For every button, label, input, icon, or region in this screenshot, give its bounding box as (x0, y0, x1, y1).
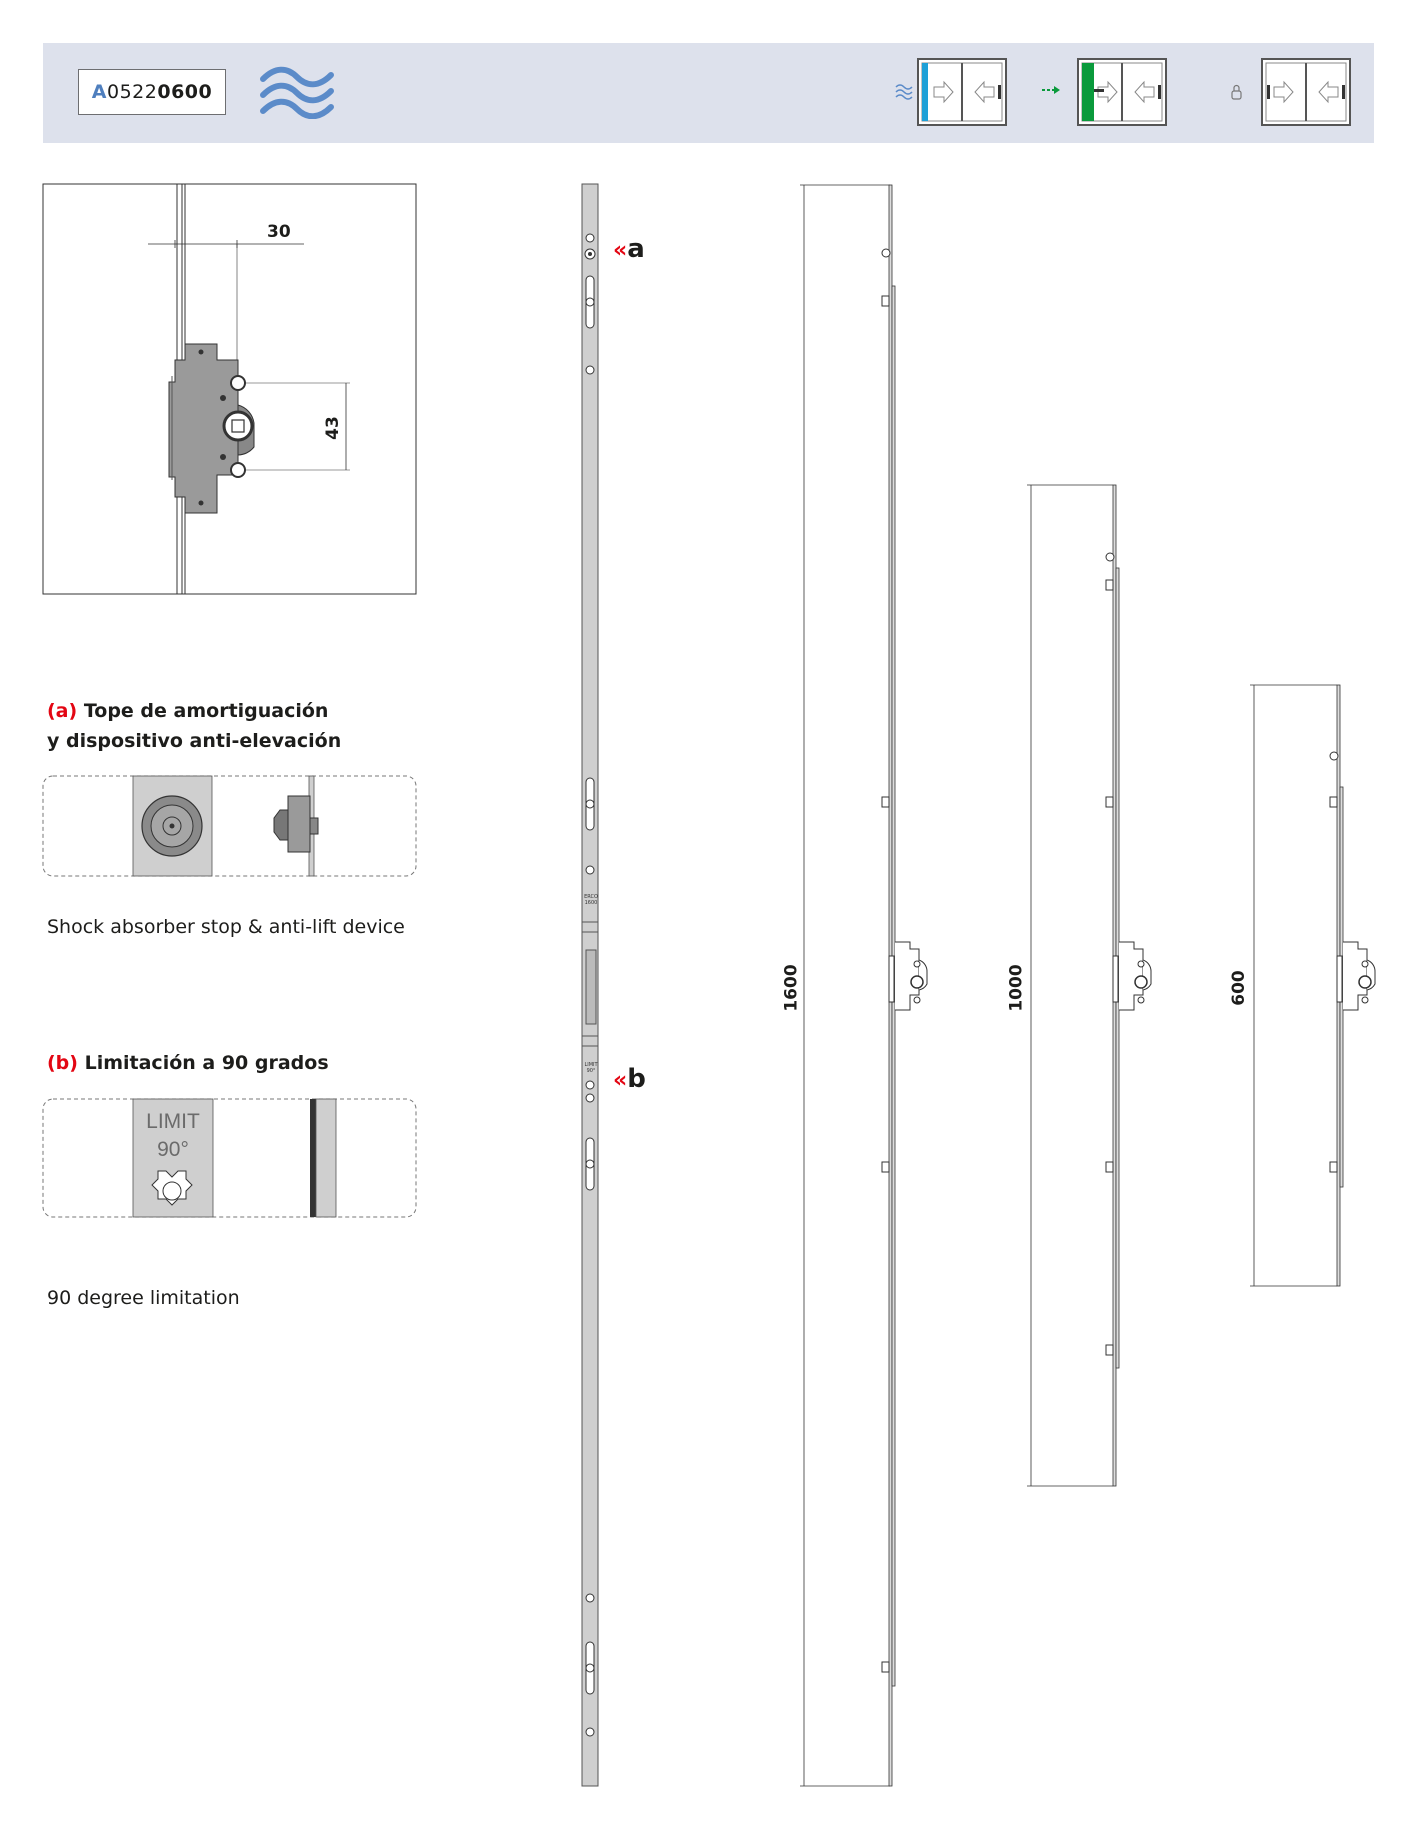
marker-b (613, 1064, 646, 1094)
length-label-1600: 1600 (781, 964, 802, 1012)
feature-b-title-text: Limitación a 90 grados (84, 1052, 329, 1074)
feature-a-tag: (a) (47, 700, 78, 722)
code-mid: 0522 (106, 81, 158, 103)
feature-a-title (47, 696, 341, 756)
code-end: 0600 (157, 81, 213, 103)
marker-a (613, 234, 645, 264)
feature-a-title-line1: Tope de amortiguación (83, 700, 329, 722)
feature-b-caption: 90 degree limitation (47, 1287, 240, 1309)
limit-plate-text (133, 1108, 213, 1164)
feature-a-title-line2: y dispositivo anti-elevación (47, 730, 342, 752)
dim-30-label: 30 (267, 222, 291, 242)
length-label-1000: 1000 (1006, 964, 1027, 1012)
strip-size-line2: 1600 (584, 900, 598, 906)
strip-limit-label (584, 1062, 598, 1074)
strip-limit-line1: LIMIT (584, 1062, 598, 1068)
length-label-600: 600 (1228, 970, 1249, 1006)
strip-size-label (584, 894, 598, 906)
marker-b-chevron: « (613, 1068, 628, 1093)
code-prefix: A (91, 81, 107, 103)
limit-plate-line1: LIMIT (146, 1110, 200, 1133)
marker-a-chevron: « (613, 238, 628, 263)
marker-a-letter: a (627, 234, 645, 264)
limit-plate-line2: 90° (157, 1138, 189, 1161)
marker-b-letter: b (627, 1064, 646, 1094)
feature-a-caption: Shock absorber stop & anti-lift device (47, 916, 405, 938)
strip-size-line1: ERCO (584, 894, 598, 900)
strip-limit-line2: 90° (586, 1068, 596, 1074)
feature-b-tag: (b) (47, 1052, 78, 1074)
dim-43-label: 43 (322, 416, 343, 440)
feature-b-title (47, 1048, 329, 1078)
